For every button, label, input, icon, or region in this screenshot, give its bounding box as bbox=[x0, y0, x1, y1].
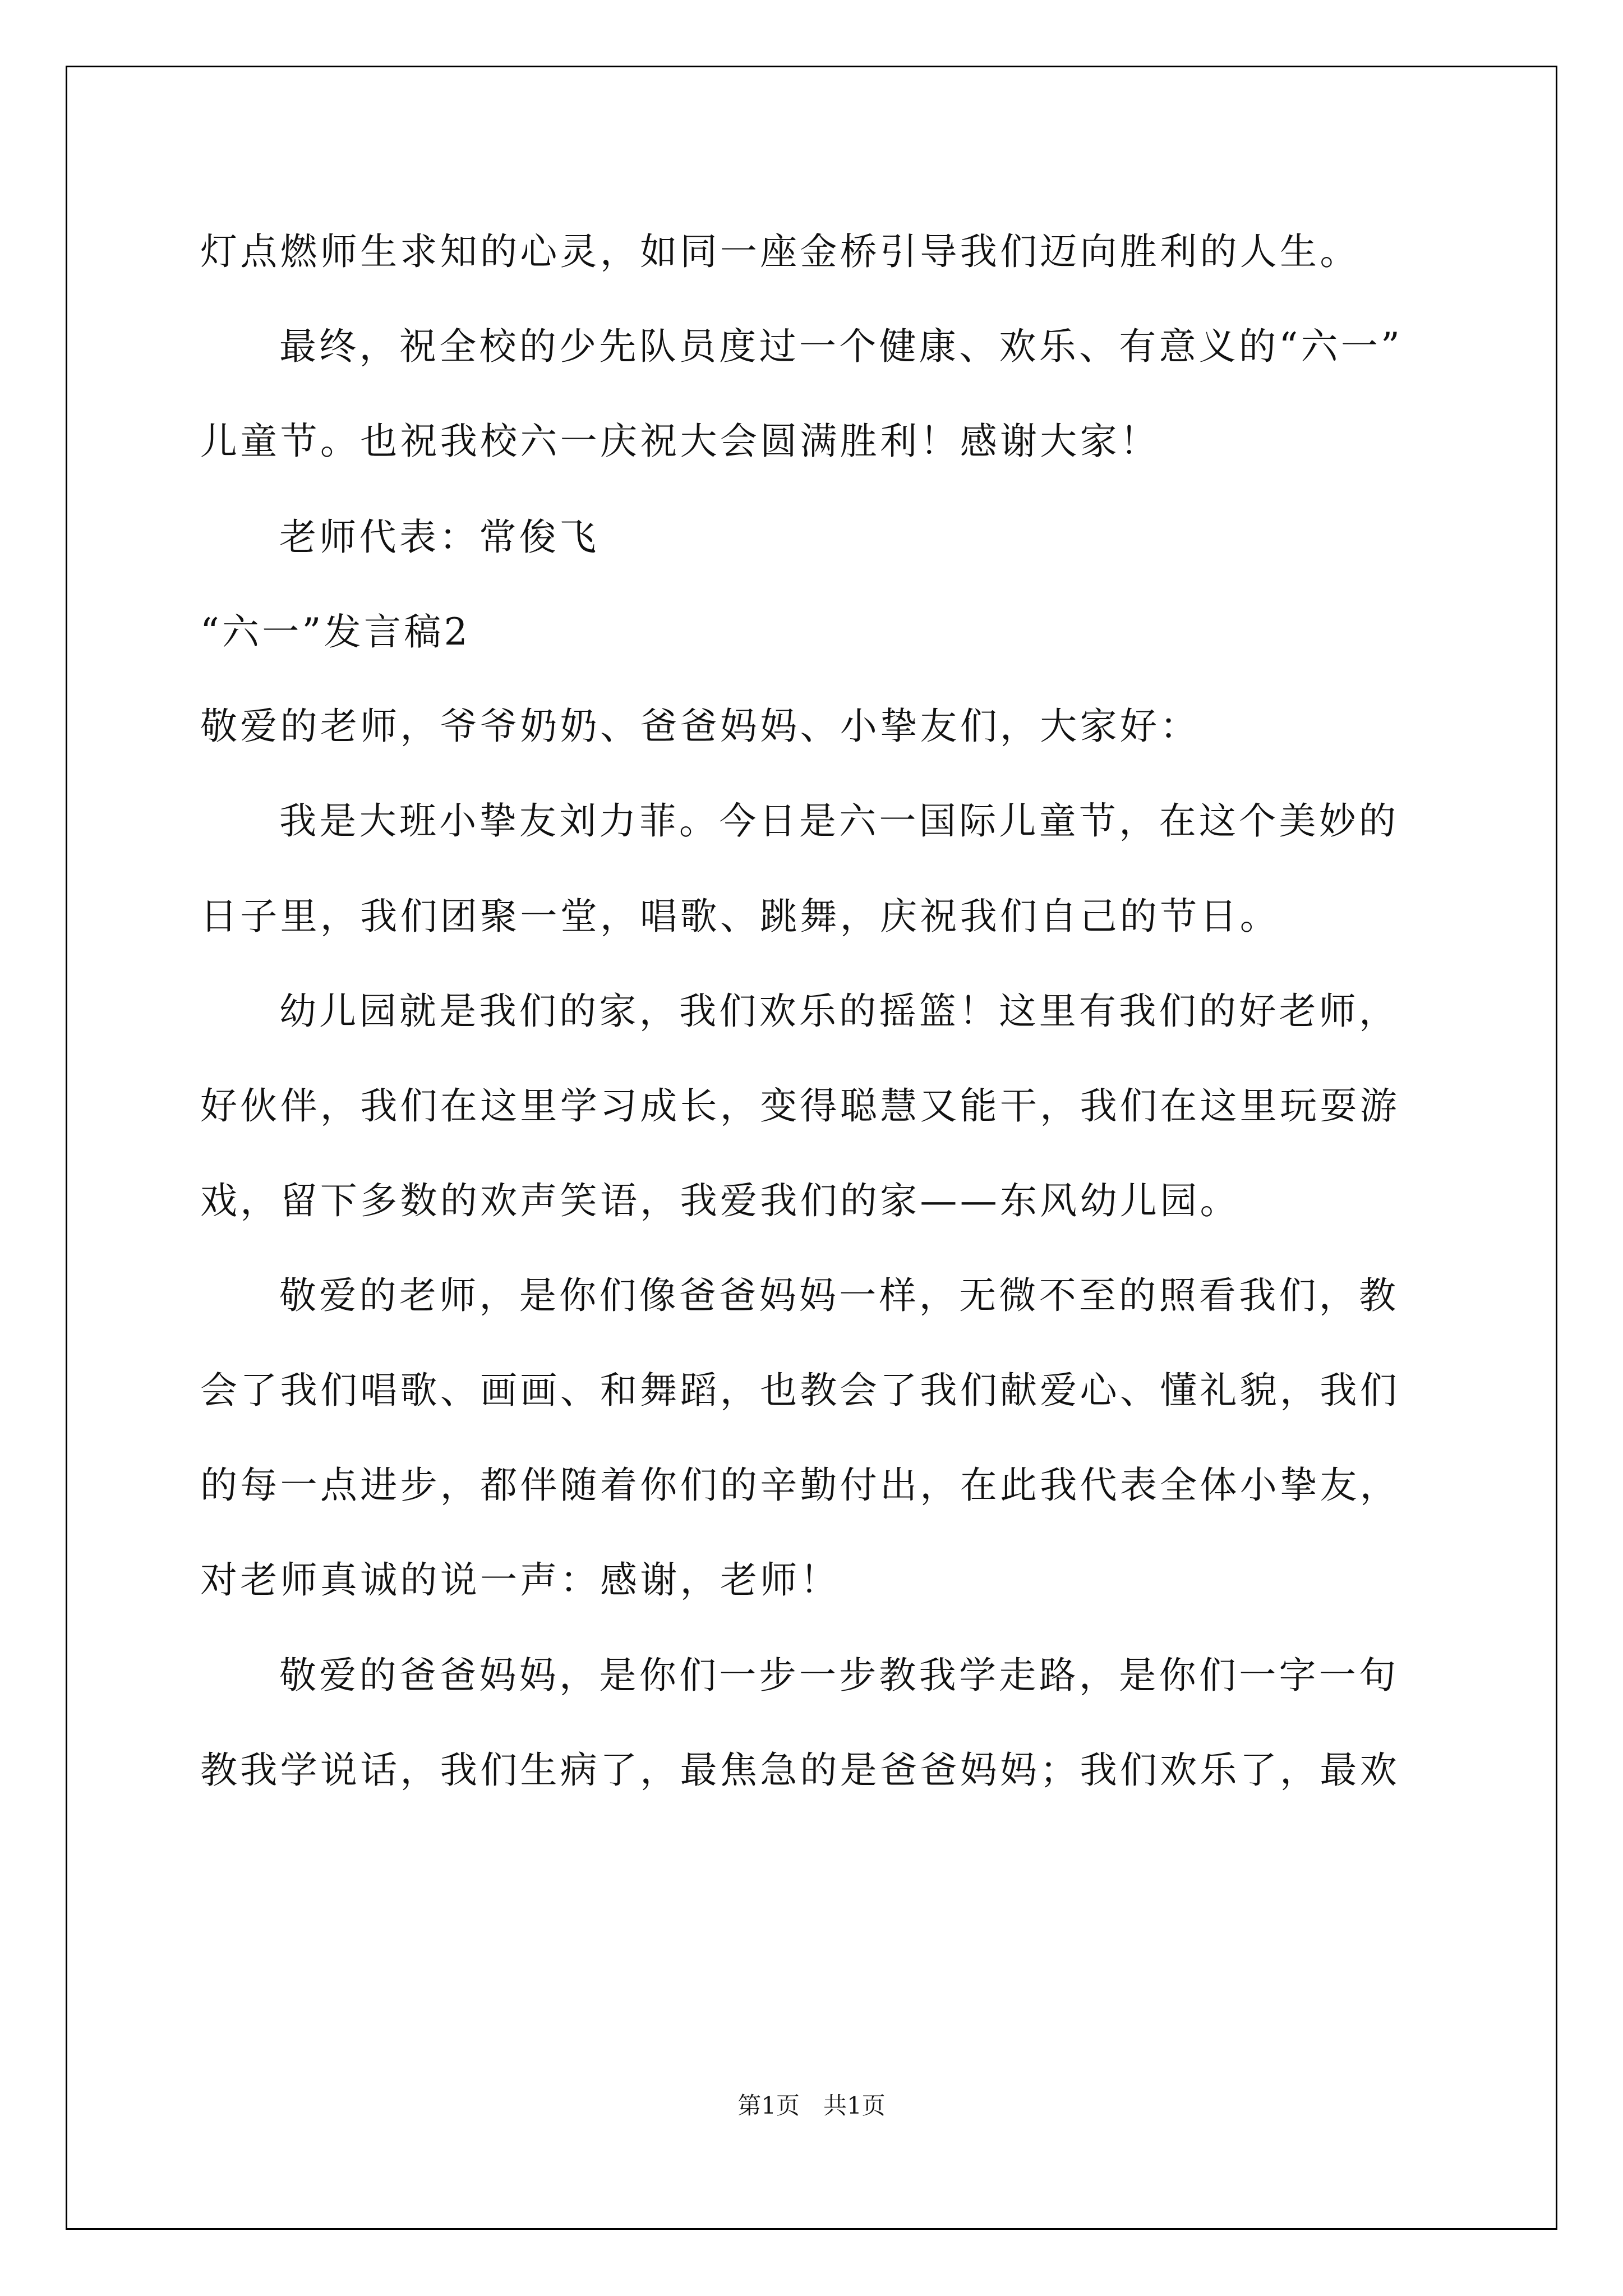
text-line: 教我学说话，我们生病了，最焦急的是爸爸妈妈；我们欢乐了，最欢 bbox=[200, 1749, 1400, 1792]
text-line: 幼儿园就是我们的家，我们欢乐的摇篮！这里有我们的好老师， bbox=[279, 990, 1399, 1033]
salutation-line: 敬爱的老师，爷爷奶奶、爸爸妈妈、小挚友们，大家好： bbox=[200, 705, 1200, 748]
text-line: 儿童节。也祝我校六一庆祝大会圆满胜利！感谢大家！ bbox=[200, 420, 1160, 463]
section-heading: “六一”发言稿2 bbox=[200, 610, 471, 654]
text-line: 戏，留下多数的欢声笑语，我爱我们的家——东风幼儿园。 bbox=[200, 1179, 1240, 1222]
text-line: 我是大班小挚友刘力菲。今日是六一国际儿童节，在这个美妙的 bbox=[279, 799, 1399, 843]
text-line: 敬爱的老师，是你们像爸爸妈妈一样，无微不至的照看我们，教 bbox=[279, 1274, 1399, 1317]
text-line: 对老师真诚的说一声：感谢，老师！ bbox=[200, 1558, 840, 1602]
text-line: 好伙伴，我们在这里学习成长，变得聪慧又能干，我们在这里玩耍游 bbox=[200, 1084, 1400, 1128]
page-number-current: 第1页 bbox=[737, 2092, 800, 2119]
page-number-total: 共1页 bbox=[823, 2092, 886, 2119]
text-line: 灯点燃师生求知的心灵，如同一座金桥引导我们迈向胜利的人生。 bbox=[200, 230, 1360, 273]
text-line: 会了我们唱歌、画画、和舞蹈，也教会了我们献爱心、懂礼貌，我们 bbox=[200, 1369, 1400, 1412]
text-line: 最终，祝全校的少先队员度过一个健康、欢乐、有意义的“六一” bbox=[279, 325, 1403, 368]
text-line: 日子里，我们团聚一堂，唱歌、跳舞，庆祝我们自己的节日。 bbox=[200, 895, 1280, 938]
signature-line: 老师代表：常俊飞 bbox=[279, 516, 600, 559]
page-footer bbox=[0, 2094, 1623, 2118]
text-line: 的每一点进步，都伴随着你们的辛勤付出，在此我代表全体小挚友， bbox=[200, 1464, 1400, 1507]
text-line: 敬爱的爸爸妈妈，是你们一步一步教我学走路，是你们一字一句 bbox=[279, 1654, 1399, 1697]
